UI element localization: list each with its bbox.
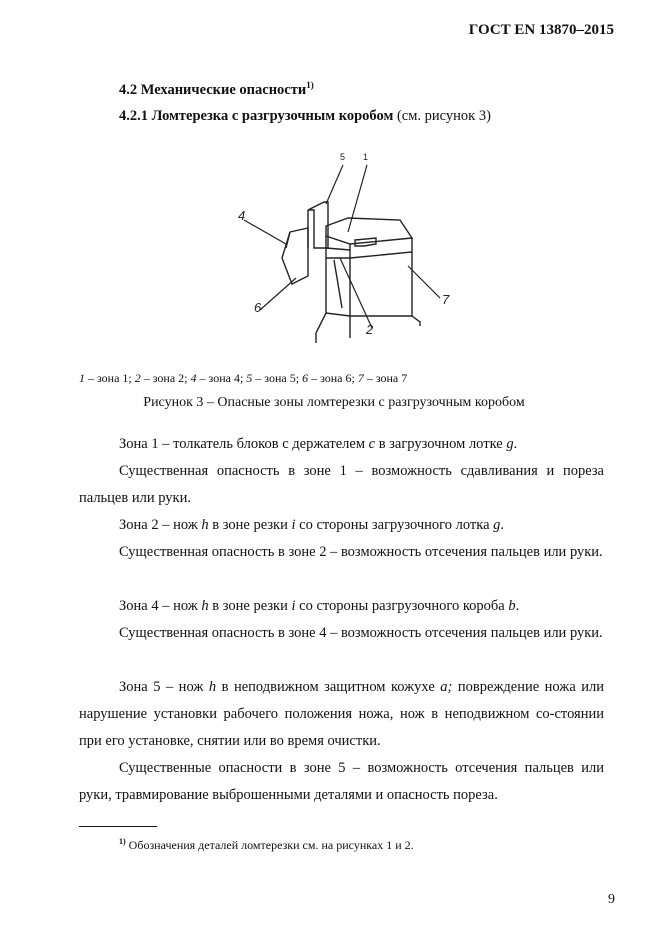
text-run: . bbox=[513, 436, 518, 452]
text-run: h bbox=[208, 679, 217, 695]
legend-number: 5 bbox=[246, 371, 253, 385]
legend-text: – зона 1; bbox=[85, 371, 135, 385]
callout-4: 4 bbox=[238, 208, 246, 223]
text-run: повреждение ножа или нарушение установки рабочего положения ножа, нож в неподвижном со-стоянии при его установке, снятии или во время очистки. bbox=[79, 679, 605, 749]
callout-5: 5 bbox=[340, 152, 346, 162]
legend-text: – зона 4; bbox=[196, 371, 247, 385]
subsection-title: 4.2.1 Ломтерезка с разгрузочным коробом bbox=[119, 108, 394, 124]
text-run: Существенные опасности в зоне 5 – возможность отсечения пальцев или руки, травмирование выброшенными деталями и опасность пореза. bbox=[79, 760, 604, 803]
text-run: Зона 5 – нож bbox=[119, 679, 209, 695]
text-run: со стороны разгрузочного короба bbox=[295, 598, 509, 614]
legend-text: – зона 2; bbox=[140, 371, 191, 385]
text-run: c bbox=[368, 436, 376, 452]
callout-7: 7 bbox=[442, 292, 450, 307]
footnote-separator bbox=[79, 826, 157, 827]
paragraph-zone4-hazard bbox=[79, 620, 604, 647]
legend-number: 4 bbox=[190, 371, 197, 385]
page-number: 9 bbox=[608, 892, 615, 907]
legend-text: – зона 6; bbox=[308, 371, 358, 385]
legend-text: – зона 5; bbox=[252, 371, 303, 385]
text-run: g bbox=[506, 436, 514, 452]
text-run: Существенная опасность в зоне 1 – возможность сдавливания и пореза пальцев или руки. bbox=[79, 463, 604, 506]
leader-lines bbox=[244, 165, 440, 328]
text-run: Зона 2 – нож bbox=[119, 517, 202, 533]
text-run: i bbox=[291, 517, 296, 533]
text-run: b bbox=[508, 598, 516, 614]
text-run: . bbox=[515, 598, 520, 614]
callout-1: 1 bbox=[363, 152, 369, 162]
text-run: . bbox=[500, 517, 505, 533]
text-run: в зоне резки bbox=[208, 598, 292, 614]
text-run: h bbox=[201, 598, 209, 614]
figure-caption: Рисунок 3 – Опасные зоны ломтерезки с разгрузочным коробом bbox=[143, 395, 525, 410]
text-run: Зона 1 – толкатель блоков с держателем bbox=[119, 436, 369, 452]
text-run: i bbox=[291, 598, 296, 614]
text-run: Существенная опасность в зоне 4 – возможность отсечения пальцев или руки. bbox=[119, 625, 603, 641]
text-run: Существенная опасность в зоне 2 – возможность отсечения пальцев или руки. bbox=[119, 544, 603, 560]
legend-number: 7 bbox=[357, 371, 364, 385]
figure-reference: (см. рисунок 3) bbox=[393, 108, 491, 124]
text-run: в неподвижном защитном кожухе bbox=[216, 679, 441, 695]
section-heading-text: 4.2 Механические опасности bbox=[119, 81, 307, 98]
text-run: g bbox=[493, 517, 501, 533]
discharge-box-drawing bbox=[282, 228, 308, 284]
subsection-heading bbox=[119, 108, 491, 125]
paragraph-zone2-hazard bbox=[79, 539, 604, 566]
text-run: Зона 4 – нож bbox=[119, 598, 202, 614]
callout-6: 6 bbox=[254, 300, 262, 315]
legend-number: 2 bbox=[134, 371, 141, 385]
footnote bbox=[119, 837, 414, 853]
footnote-ref: 1) bbox=[306, 80, 314, 90]
paragraph-zone5-hazard bbox=[79, 755, 604, 809]
callout-2: 2 bbox=[366, 322, 374, 337]
text-run: h bbox=[201, 517, 209, 533]
legend-text: – зона 7 bbox=[363, 371, 408, 385]
text-run: со стороны загрузочного лотка bbox=[295, 517, 494, 533]
paragraph-zone1-hazard bbox=[79, 458, 604, 512]
footnote-text: Обозначения деталей ломтерезки см. на рисунках 1 и 2. bbox=[125, 838, 414, 852]
legend-number: 6 bbox=[302, 371, 309, 385]
figure-legend bbox=[79, 371, 407, 386]
document-header: ГОСТ EN 13870–2015 bbox=[468, 22, 614, 38]
paragraph-zone2 bbox=[79, 512, 604, 539]
paragraph-zone4 bbox=[79, 593, 604, 620]
section-heading bbox=[119, 80, 314, 99]
text-run: в загрузочном лотке bbox=[375, 436, 507, 452]
hopper-drawing bbox=[308, 202, 328, 248]
legend-number: 1 bbox=[79, 371, 85, 385]
paragraph-zone1 bbox=[79, 431, 604, 458]
text-run: a; bbox=[440, 679, 453, 695]
slicer-figure bbox=[230, 148, 460, 348]
paragraph-zone5 bbox=[79, 674, 604, 755]
text-run: в зоне резки bbox=[208, 517, 292, 533]
footnote-mark: 1) bbox=[119, 837, 126, 846]
